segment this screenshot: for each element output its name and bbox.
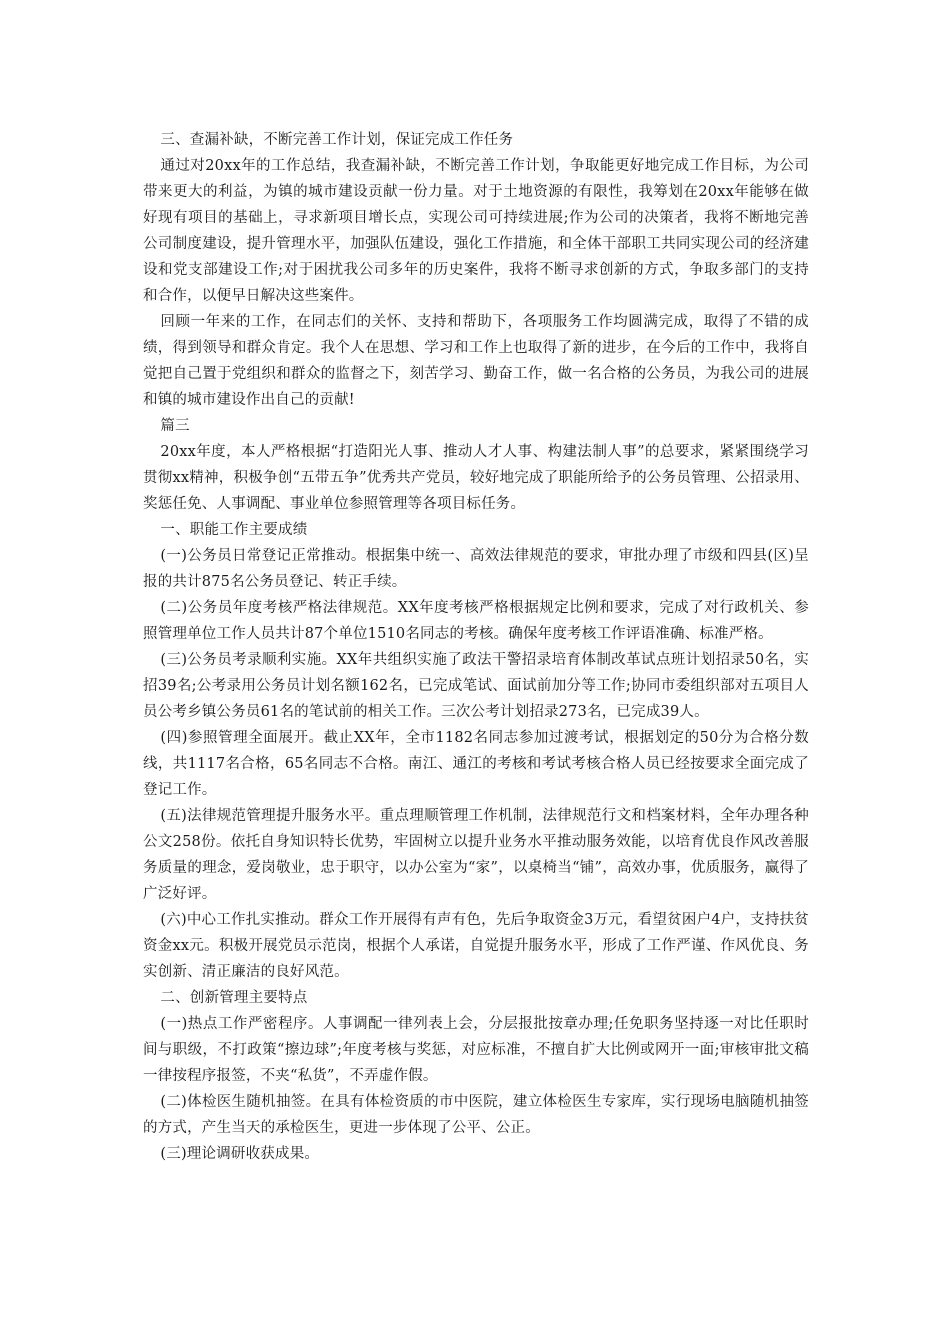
section-heading: 三、查漏补缺，不断完善工作计划，保证完成工作任务 bbox=[160, 132, 514, 148]
list-item: (一)热点工作严密程序。人事调配一律列表上会，分层报批按章办理;任免职务坚持逐一对比任职时间与职级，不打政策“擦边球”;年度考核与奖惩，对应标准，不擅自扩大比例或网开一面;审核审批文稿一律按程序报签，不夹“私货”，不弄虚作假。 bbox=[143, 1016, 809, 1084]
list-item: (一)公务员日常登记正常推动。根据集中统一、高效法律规范的要求，审批办理了市级和四县(区)呈报的共计875名公务员登记、转正手续。 bbox=[143, 548, 809, 590]
section-heading: 一、职能工作主要成绩 bbox=[160, 522, 308, 538]
list-item: (二)公务员年度考核严格法律规范。XX年度考核严格根据规定比例和要求，完成了对行政机关、参照管理单位工作人员共计87个单位1510名同志的考核。确保年度考核工作评语准确、标准严格。 bbox=[143, 600, 809, 642]
list-item: (四)参照管理全面展开。截止XX年，全市1182名同志参加过渡考试，根据划定的50分为合格分数线，共1117名合格，65名同志不合格。南江、通江的考核和考试考核合格人员已经按要求全面完成了登记工作。 bbox=[143, 730, 809, 798]
paragraph: 20xx年度，本人严格根据“打造阳光人事、推动人才人事、构建法制人事”的总要求，紧紧围绕学习贯彻xx精神，积极争创“五带五争”优秀共产党员，较好地完成了职能所给予的公务员管理、公招录用、奖惩任免、人事调配、事业单位参照管理等各项目标任务。 bbox=[143, 444, 809, 512]
list-item: (二)体检医生随机抽签。在具有体检资质的市中医院，建立体检医生专家库，实行现场电脑随机抽签的方式，产生当天的承检医生，更进一步体现了公平、公正。 bbox=[143, 1094, 809, 1136]
list-item: (五)法律规范管理提升服务水平。重点理顺管理工作机制，法律规范行文和档案材料，全年办理各种公文258份。依托自身知识特长优势，牢固树立以提升业务水平推动服务效能，以培育优良作风改善服务质量的理念，爱岗敬业，忠于职守，以办公室为“家”，以桌椅当“铺”，高效办事，优质服务，赢得了广泛好评。 bbox=[143, 808, 809, 902]
list-item: (三)理论调研收获成果。 bbox=[160, 1146, 320, 1162]
document-body bbox=[143, 127, 809, 1167]
list-item: (三)公务员考录顺利实施。XX年共组织实施了政法干警招录培育体制改革试点班计划招录50名，实招39名;公考录用公务员计划名额162名，已完成笔试、面试前加分等工作;协同市委组织部对五项目人员公考乡镇公务员61名的笔试前的相关工作。三次公考计划招录273名，已完成39人。 bbox=[143, 652, 809, 720]
paragraph: 回顾一年来的工作，在同志们的关怀、支持和帮助下，各项服务工作均圆满完成，取得了不错的成绩，得到领导和群众肯定。我个人在思想、学习和工作上也取得了新的进步，在今后的工作中，我将自觉把自己置于党组织和群众的监督之下，刻苦学习、勤奋工作，做一名合格的公务员，为我公司的进展和镇的城市建设作出自己的贡献! bbox=[143, 314, 809, 408]
part-heading: 篇三 bbox=[160, 418, 190, 434]
section-heading: 二、创新管理主要特点 bbox=[160, 990, 308, 1006]
list-item: (六)中心工作扎实推动。群众工作开展得有声有色，先后争取资金3万元，看望贫困户4户，支持扶贫资金xx元。积极开展党员示范岗，根据个人承诺，自觉提升服务水平，形成了工作严谨、作风优良、务实创新、清正廉洁的良好风范。 bbox=[143, 912, 809, 980]
paragraph: 通过对20xx年的工作总结，我查漏补缺，不断完善工作计划，争取能更好地完成工作目标，为公司带来更大的利益，为镇的城市建设贡献一份力量。对于土地资源的有限性，我筹划在20xx年能够在做好现有项目的基础上，寻求新项目增长点，实现公司可持续进展;作为公司的决策者，我将不断地完善公司制度建设，提升管理水平，加强队伍建设，强化工作措施，和全体干部职工共同实现公司的经济建设和党支部建设工作;对于困扰我公司多年的历史案件，我将不断寻求创新的方式，争取多部门的支持和合作，以便早日解决这些案件。 bbox=[143, 158, 809, 304]
